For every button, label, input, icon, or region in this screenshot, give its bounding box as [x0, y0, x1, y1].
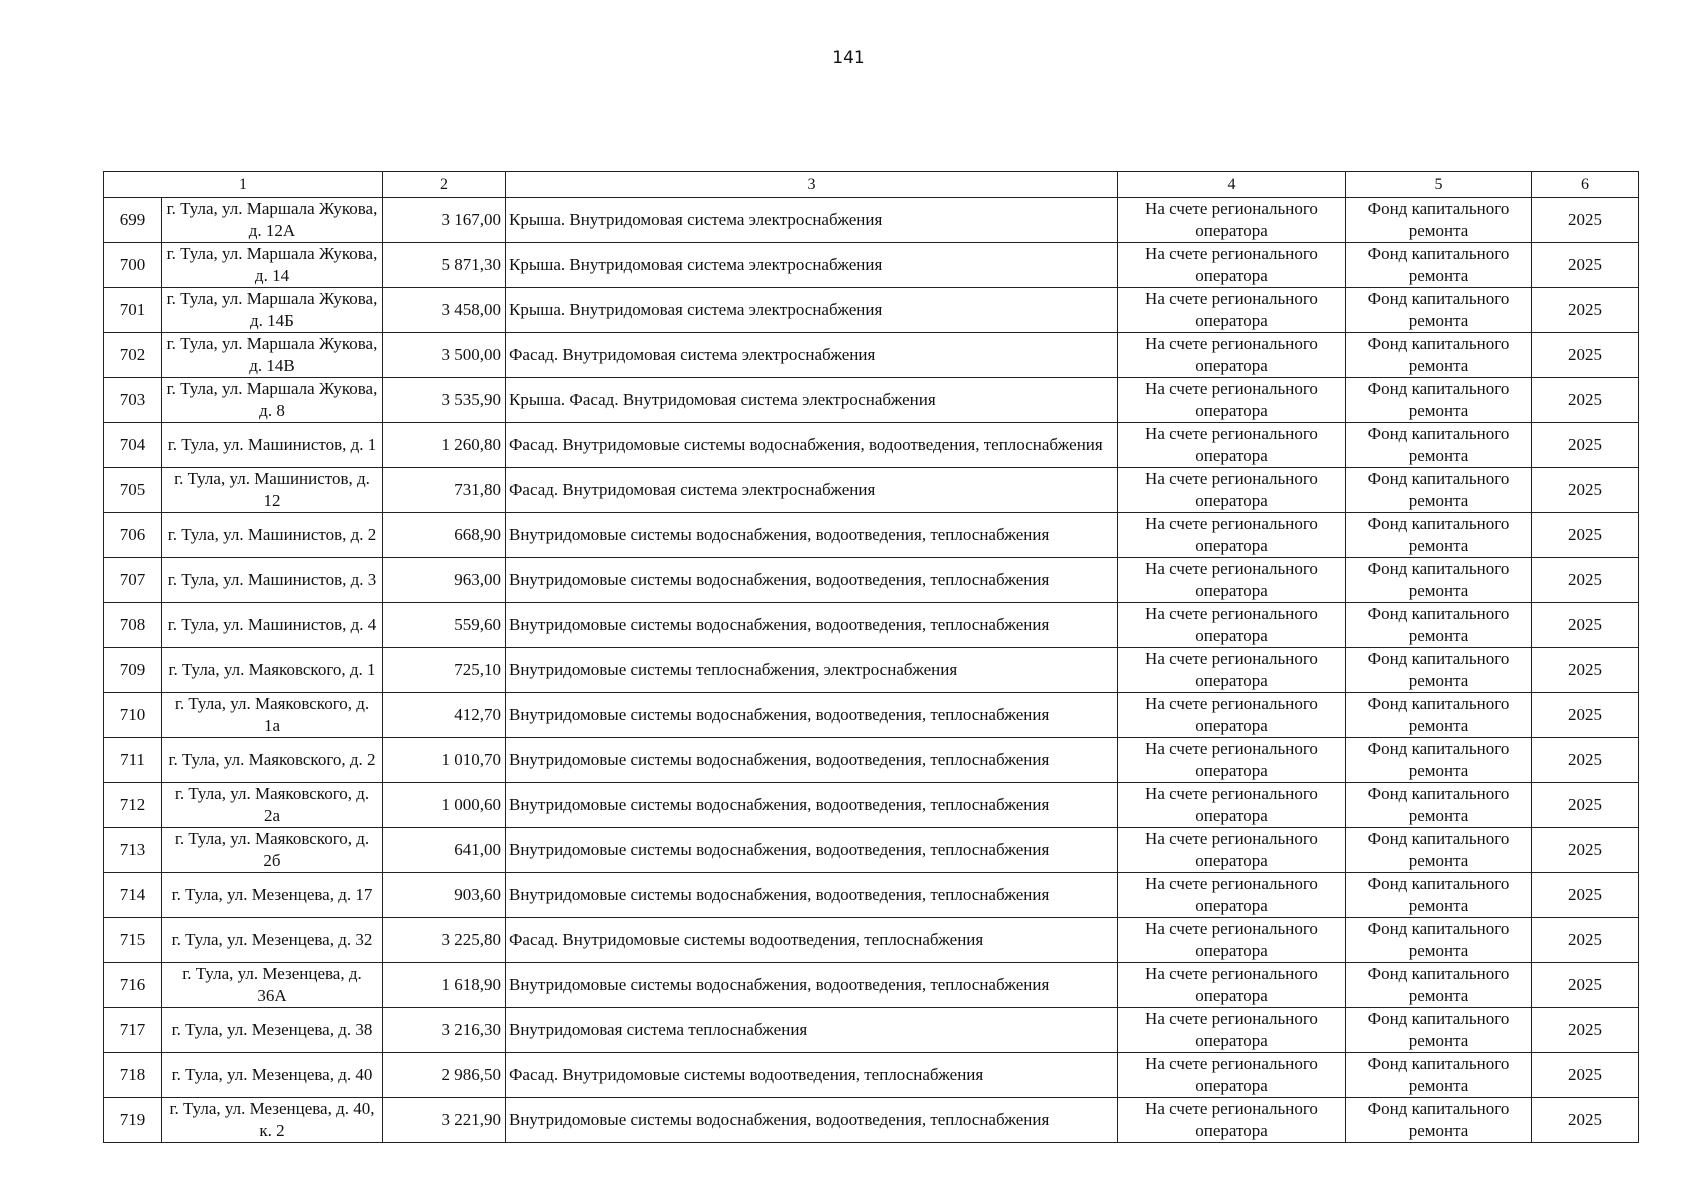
works-cell: Внутридомовые системы водоснабжения, водоотведения, теплоснабжения: [506, 783, 1118, 828]
address-cell: г. Тула, ул. Маяковского, д. 1а: [162, 693, 383, 738]
works-cell: Внутридомовые системы водоснабжения, водоотведения, теплоснабжения: [506, 963, 1118, 1008]
address-cell: г. Тула, ул. Мезенцева, д. 17: [162, 873, 383, 918]
row-number-cell: 714: [104, 873, 162, 918]
page-number: 141: [832, 48, 865, 68]
header-cell-1: 1: [104, 172, 383, 198]
account-cell: На счете регионального оператора: [1118, 378, 1346, 423]
row-number-cell: 719: [104, 1098, 162, 1143]
header-cell-3: 3: [506, 172, 1118, 198]
table-row: [104, 738, 1639, 783]
funding-source-cell: Фонд капитального ремонта: [1346, 603, 1532, 648]
account-cell: На счете регионального оператора: [1118, 828, 1346, 873]
works-cell: Внутридомовые системы водоснабжения, водоотведения, теплоснабжения: [506, 603, 1118, 648]
funding-source-cell: Фонд капитального ремонта: [1346, 1008, 1532, 1053]
cost-cell: 725,10: [383, 648, 506, 693]
funding-source-cell: Фонд капитального ремонта: [1346, 288, 1532, 333]
year-cell: 2025: [1532, 1008, 1639, 1053]
table-row: [104, 693, 1639, 738]
address-cell: г. Тула, ул. Маяковского, д. 1: [162, 648, 383, 693]
address-cell: г. Тула, ул. Мезенцева, д. 32: [162, 918, 383, 963]
row-number-cell: 718: [104, 1053, 162, 1098]
account-cell: На счете регионального оператора: [1118, 873, 1346, 918]
funding-source-cell: Фонд капитального ремонта: [1346, 963, 1532, 1008]
works-cell: Внутридомовые системы водоснабжения, водоотведения, теплоснабжения: [506, 873, 1118, 918]
funding-source-cell: Фонд капитального ремонта: [1346, 243, 1532, 288]
year-cell: 2025: [1532, 288, 1639, 333]
account-cell: На счете регионального оператора: [1118, 648, 1346, 693]
address-cell: г. Тула, ул. Мезенцева, д. 36А: [162, 963, 383, 1008]
header-cell-6: 6: [1532, 172, 1639, 198]
table-row: [104, 603, 1639, 648]
year-cell: 2025: [1532, 558, 1639, 603]
funding-source-cell: Фонд капитального ремонта: [1346, 783, 1532, 828]
funding-source-cell: Фонд капитального ремонта: [1346, 423, 1532, 468]
table-row: [104, 468, 1639, 513]
address-cell: г. Тула, ул. Маршала Жукова, д. 14: [162, 243, 383, 288]
works-cell: Внутридомовые системы водоснабжения, водоотведения, теплоснабжения: [506, 513, 1118, 558]
cost-cell: 731,80: [383, 468, 506, 513]
works-cell: Фасад. Внутридомовые системы водоснабжения, водоотведения, теплоснабжения: [506, 423, 1118, 468]
row-number-cell: 717: [104, 1008, 162, 1053]
account-cell: На счете регионального оператора: [1118, 558, 1346, 603]
address-cell: г. Тула, ул. Маршала Жукова, д. 8: [162, 378, 383, 423]
table-row: [104, 873, 1639, 918]
cost-cell: 641,00: [383, 828, 506, 873]
table-row: [104, 378, 1639, 423]
address-cell: г. Тула, ул. Маршала Жукова, д. 12А: [162, 198, 383, 243]
row-number-cell: 706: [104, 513, 162, 558]
account-cell: На счете регионального оператора: [1118, 783, 1346, 828]
cost-cell: 3 500,00: [383, 333, 506, 378]
cost-cell: 559,60: [383, 603, 506, 648]
account-cell: На счете регионального оператора: [1118, 603, 1346, 648]
funding-source-cell: Фонд капитального ремонта: [1346, 1098, 1532, 1143]
row-number-cell: 699: [104, 198, 162, 243]
works-cell: Крыша. Внутридомовая система электроснабжения: [506, 198, 1118, 243]
table-row: [104, 963, 1639, 1008]
cost-cell: 3 225,80: [383, 918, 506, 963]
works-cell: Фасад. Внутридомовая система электроснабжения: [506, 468, 1118, 513]
year-cell: 2025: [1532, 1098, 1639, 1143]
year-cell: 2025: [1532, 963, 1639, 1008]
account-cell: На счете регионального оператора: [1118, 243, 1346, 288]
cost-cell: 3 221,90: [383, 1098, 506, 1143]
works-cell: Внутридомовые системы водоснабжения, водоотведения, теплоснабжения: [506, 828, 1118, 873]
address-cell: г. Тула, ул. Мезенцева, д. 40, к. 2: [162, 1098, 383, 1143]
row-number-cell: 708: [104, 603, 162, 648]
table-row: [104, 1098, 1639, 1143]
account-cell: На счете регионального оператора: [1118, 1008, 1346, 1053]
works-cell: Внутридомовые системы водоснабжения, водоотведения, теплоснабжения: [506, 1098, 1118, 1143]
table-row: [104, 828, 1639, 873]
table-row: [104, 1053, 1639, 1098]
year-cell: 2025: [1532, 333, 1639, 378]
cost-cell: 1 618,90: [383, 963, 506, 1008]
funding-source-cell: Фонд капитального ремонта: [1346, 1053, 1532, 1098]
table-row: [104, 513, 1639, 558]
row-number-cell: 711: [104, 738, 162, 783]
account-cell: На счете регионального оператора: [1118, 288, 1346, 333]
funding-source-cell: Фонд капитального ремонта: [1346, 918, 1532, 963]
funding-source-cell: Фонд капитального ремонта: [1346, 378, 1532, 423]
funding-source-cell: Фонд капитального ремонта: [1346, 198, 1532, 243]
cost-cell: 3 167,00: [383, 198, 506, 243]
year-cell: 2025: [1532, 468, 1639, 513]
cost-cell: 963,00: [383, 558, 506, 603]
cost-cell: 3 216,30: [383, 1008, 506, 1053]
account-cell: На счете регионального оператора: [1118, 333, 1346, 378]
address-cell: г. Тула, ул. Машинистов, д. 1: [162, 423, 383, 468]
year-cell: 2025: [1532, 243, 1639, 288]
address-cell: г. Тула, ул. Машинистов, д. 4: [162, 603, 383, 648]
cost-cell: 3 535,90: [383, 378, 506, 423]
account-cell: На счете регионального оператора: [1118, 918, 1346, 963]
year-cell: 2025: [1532, 918, 1639, 963]
year-cell: 2025: [1532, 378, 1639, 423]
cost-cell: 668,90: [383, 513, 506, 558]
row-number-cell: 705: [104, 468, 162, 513]
account-cell: На счете регионального оператора: [1118, 1098, 1346, 1143]
row-number-cell: 703: [104, 378, 162, 423]
account-cell: На счете регионального оператора: [1118, 198, 1346, 243]
address-cell: г. Тула, ул. Маяковского, д. 2б: [162, 828, 383, 873]
table-row: [104, 288, 1639, 333]
funding-source-cell: Фонд капитального ремонта: [1346, 468, 1532, 513]
header-cell-4: 4: [1118, 172, 1346, 198]
address-cell: г. Тула, ул. Маяковского, д. 2а: [162, 783, 383, 828]
year-cell: 2025: [1532, 873, 1639, 918]
works-cell: Внутридомовые системы теплоснабжения, электроснабжения: [506, 648, 1118, 693]
year-cell: 2025: [1532, 1053, 1639, 1098]
row-number-cell: 710: [104, 693, 162, 738]
table-header-row: [104, 172, 1639, 198]
works-cell: Фасад. Внутридомовая система электроснабжения: [506, 333, 1118, 378]
works-cell: Внутридомовые системы водоснабжения, водоотведения, теплоснабжения: [506, 693, 1118, 738]
cost-cell: 2 986,50: [383, 1053, 506, 1098]
table-row: [104, 198, 1639, 243]
funding-source-cell: Фонд капитального ремонта: [1346, 738, 1532, 783]
year-cell: 2025: [1532, 423, 1639, 468]
year-cell: 2025: [1532, 603, 1639, 648]
account-cell: На счете регионального оператора: [1118, 513, 1346, 558]
year-cell: 2025: [1532, 198, 1639, 243]
row-number-cell: 701: [104, 288, 162, 333]
header-cell-2: 2: [383, 172, 506, 198]
account-cell: На счете регионального оператора: [1118, 1053, 1346, 1098]
row-number-cell: 715: [104, 918, 162, 963]
account-cell: На счете регионального оператора: [1118, 693, 1346, 738]
row-number-cell: 709: [104, 648, 162, 693]
year-cell: 2025: [1532, 693, 1639, 738]
row-number-cell: 716: [104, 963, 162, 1008]
funding-source-cell: Фонд капитального ремонта: [1346, 513, 1532, 558]
year-cell: 2025: [1532, 738, 1639, 783]
table-row: [104, 558, 1639, 603]
address-cell: г. Тула, ул. Мезенцева, д. 40: [162, 1053, 383, 1098]
works-cell: Фасад. Внутридомовые системы водоотведения, теплоснабжения: [506, 918, 1118, 963]
works-cell: Крыша. Внутридомовая система электроснабжения: [506, 243, 1118, 288]
cost-cell: 1 010,70: [383, 738, 506, 783]
cost-cell: 1 260,80: [383, 423, 506, 468]
year-cell: 2025: [1532, 648, 1639, 693]
year-cell: 2025: [1532, 783, 1639, 828]
row-number-cell: 700: [104, 243, 162, 288]
funding-source-cell: Фонд капитального ремонта: [1346, 648, 1532, 693]
works-cell: Внутридомовые системы водоснабжения, водоотведения, теплоснабжения: [506, 558, 1118, 603]
cost-cell: 903,60: [383, 873, 506, 918]
works-cell: Крыша. Внутридомовая система электроснабжения: [506, 288, 1118, 333]
address-cell: г. Тула, ул. Маршала Жукова, д. 14Б: [162, 288, 383, 333]
funding-source-cell: Фонд капитального ремонта: [1346, 693, 1532, 738]
address-cell: г. Тула, ул. Машинистов, д. 3: [162, 558, 383, 603]
cost-cell: 412,70: [383, 693, 506, 738]
address-cell: г. Тула, ул. Мезенцева, д. 38: [162, 1008, 383, 1053]
account-cell: На счете регионального оператора: [1118, 963, 1346, 1008]
repair-program-table: [103, 171, 1639, 1143]
address-cell: г. Тула, ул. Машинистов, д. 12: [162, 468, 383, 513]
funding-source-cell: Фонд капитального ремонта: [1346, 558, 1532, 603]
account-cell: На счете регионального оператора: [1118, 738, 1346, 783]
header-cell-5: 5: [1346, 172, 1532, 198]
row-number-cell: 704: [104, 423, 162, 468]
address-cell: г. Тула, ул. Маршала Жукова, д. 14В: [162, 333, 383, 378]
table-row: [104, 243, 1639, 288]
table-row: [104, 1008, 1639, 1053]
works-cell: Внутридомовая система теплоснабжения: [506, 1008, 1118, 1053]
table-row: [104, 918, 1639, 963]
table-row: [104, 423, 1639, 468]
table-row: [104, 648, 1639, 693]
works-cell: Внутридомовые системы водоснабжения, водоотведения, теплоснабжения: [506, 738, 1118, 783]
row-number-cell: 702: [104, 333, 162, 378]
cost-cell: 1 000,60: [383, 783, 506, 828]
cost-cell: 5 871,30: [383, 243, 506, 288]
table-row: [104, 333, 1639, 378]
works-cell: Крыша. Фасад. Внутридомовая система электроснабжения: [506, 378, 1118, 423]
address-cell: г. Тула, ул. Машинистов, д. 2: [162, 513, 383, 558]
year-cell: 2025: [1532, 513, 1639, 558]
table-body: [104, 198, 1639, 1143]
year-cell: 2025: [1532, 828, 1639, 873]
address-cell: г. Тула, ул. Маяковского, д. 2: [162, 738, 383, 783]
funding-source-cell: Фонд капитального ремонта: [1346, 333, 1532, 378]
funding-source-cell: Фонд капитального ремонта: [1346, 828, 1532, 873]
cost-cell: 3 458,00: [383, 288, 506, 333]
account-cell: На счете регионального оператора: [1118, 423, 1346, 468]
row-number-cell: 713: [104, 828, 162, 873]
funding-source-cell: Фонд капитального ремонта: [1346, 873, 1532, 918]
table-row: [104, 783, 1639, 828]
works-cell: Фасад. Внутридомовые системы водоотведения, теплоснабжения: [506, 1053, 1118, 1098]
row-number-cell: 707: [104, 558, 162, 603]
row-number-cell: 712: [104, 783, 162, 828]
account-cell: На счете регионального оператора: [1118, 468, 1346, 513]
